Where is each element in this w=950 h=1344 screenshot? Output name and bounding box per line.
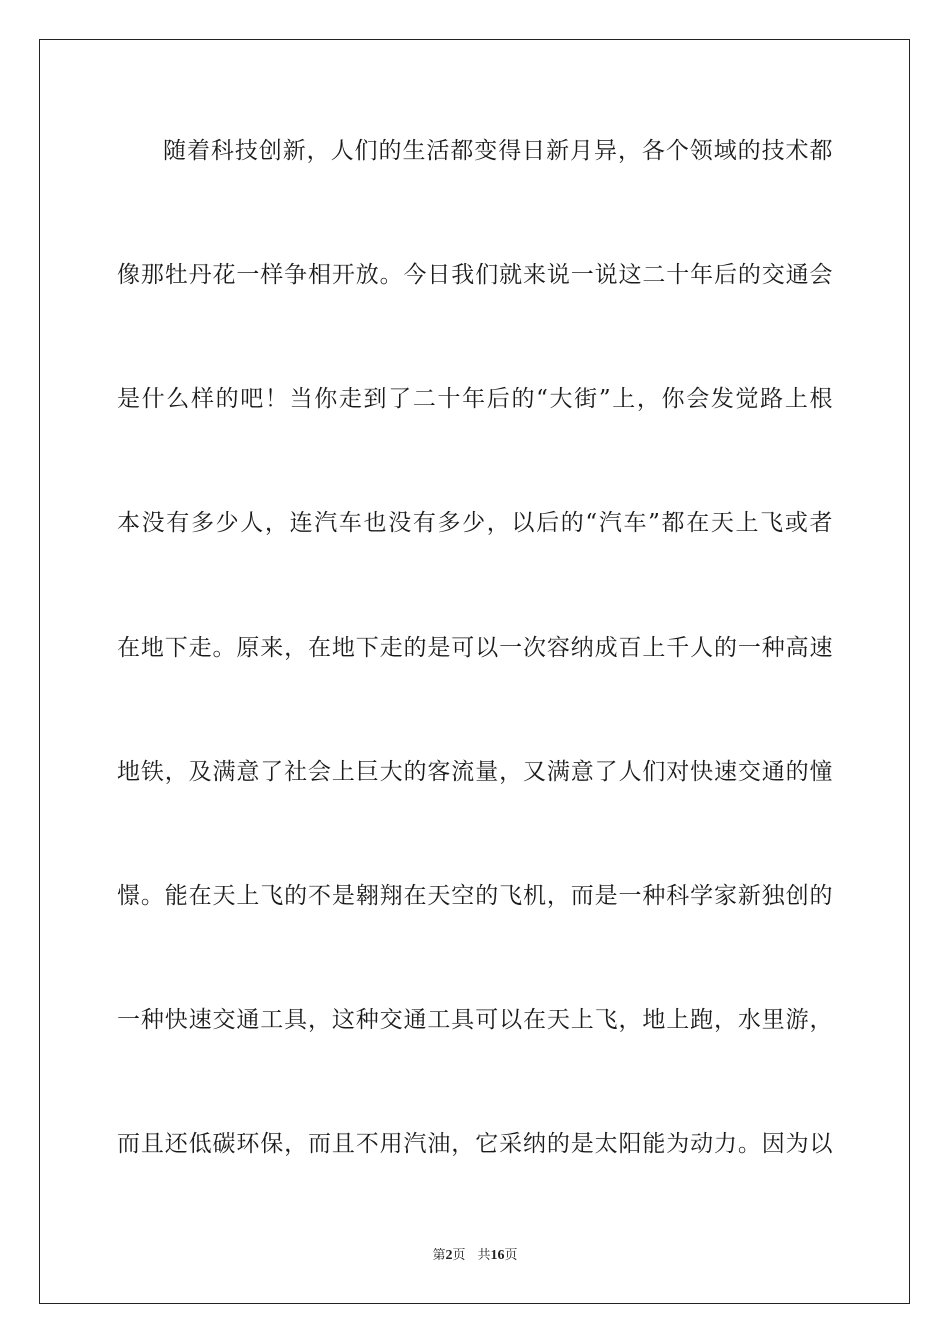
paragraph-line-9: 而且还低碳环保，而且不用汽油，它采纳的是太阳能为动力。因为以: [117, 1131, 833, 1157]
page-footer: [0, 1247, 950, 1265]
paragraph-line-1: 随着科技创新，人们的生活都变得日新月异，各个领域的技术都: [163, 138, 833, 164]
page-suffix: 页: [452, 1248, 466, 1263]
paragraph-line-5: 在地下走。原来，在地下走的是可以一次容纳成百上千人的一种高速: [117, 635, 833, 661]
paragraph-line-3: 是什么样的吧！当你走到了二十年后的“大街”上，你会发觉路上根: [117, 386, 833, 412]
paragraph-line-8: 一种快速交通工具，这种交通工具可以在天上飞，地上跑，水里游，: [117, 1007, 833, 1033]
paragraph-line-6: 地铁，及满意了社会上巨大的客流量，又满意了人们对快速交通的憧: [117, 759, 833, 785]
page-number: 2: [445, 1248, 453, 1263]
total-pages: 16: [490, 1248, 505, 1263]
total-prefix: 共: [477, 1248, 491, 1263]
page-prefix: 第: [432, 1248, 446, 1263]
paragraph-line-4: 本没有多少人，连汽车也没有多少，以后的“汽车”都在天上飞或者: [117, 510, 833, 536]
total-suffix: 页: [504, 1248, 518, 1263]
paragraph-line-7: 憬。能在天上飞的不是翱翔在天空的飞机，而是一种科学家新独创的: [117, 883, 833, 909]
paragraph-line-2: 像那牡丹花一样争相开放。今日我们就来说一说这二十年后的交通会: [117, 262, 833, 288]
